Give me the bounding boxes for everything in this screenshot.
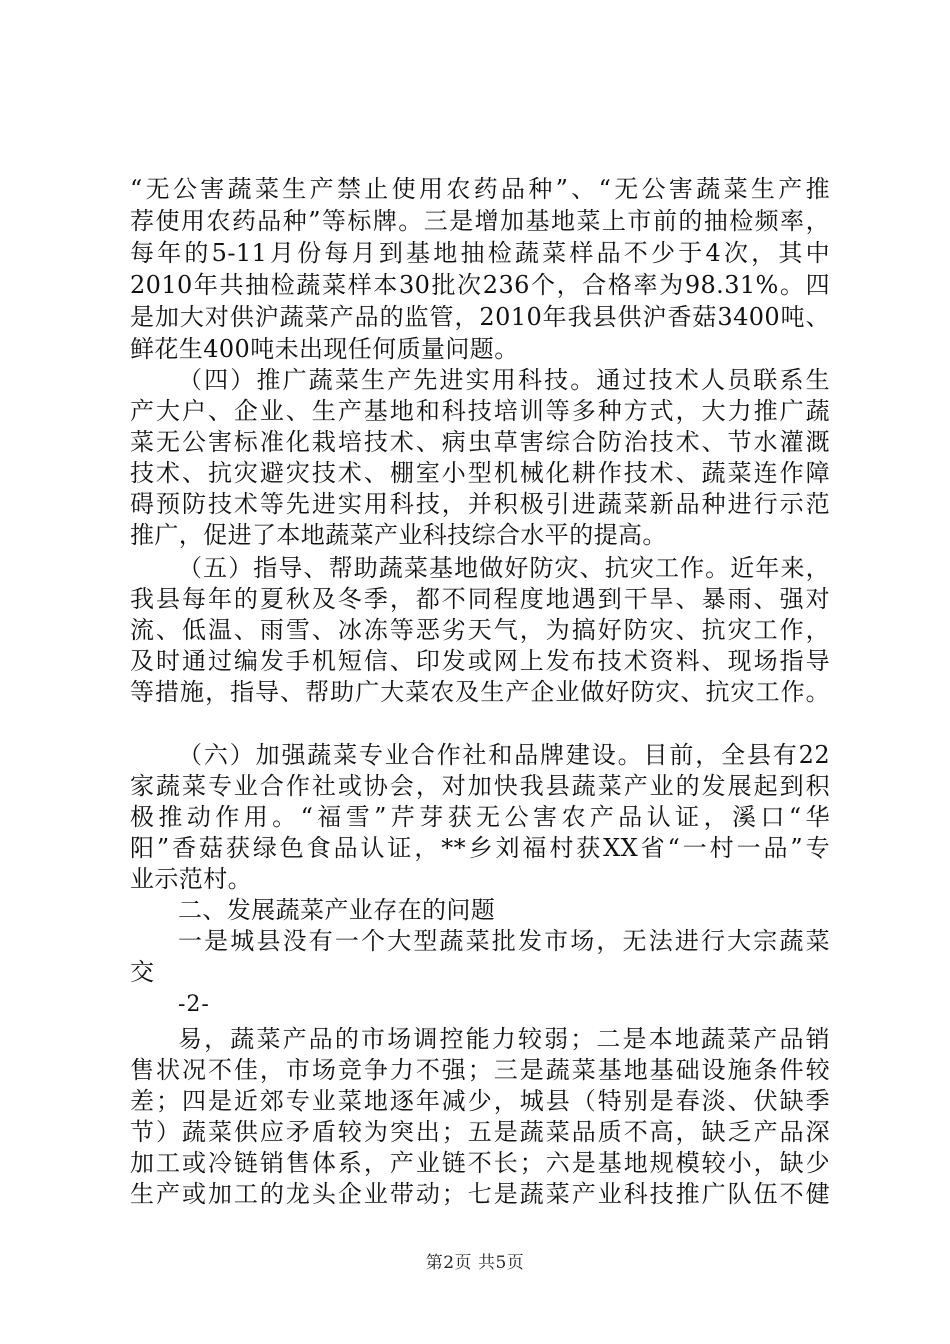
text-line: 推广，促进了本地蔬菜产业科技综合水平的提高。 bbox=[130, 521, 667, 549]
text-line: 生产或加工的龙头企业带动；七是蔬菜产业科技推广队伍不健 bbox=[130, 1180, 830, 1208]
text-line: 鲜花生400吨未出现任何质量问题。 bbox=[130, 335, 519, 363]
text-line: 是加大对供沪蔬菜产品的监管，2010年我县供沪香菇3400吨、 bbox=[130, 303, 830, 331]
section-heading: 二、发展蔬菜产业存在的问题 bbox=[178, 896, 496, 924]
text-line: 阳”香菇获绿色食品认证，**乡刘福村获XX省“一村一品”专 bbox=[130, 834, 830, 862]
page-footer: 第2页 共5页 bbox=[425, 1253, 525, 1273]
text-line: 技术、抗灾避灾技术、棚室小型机械化耕作技术、蔬菜连作障 bbox=[130, 459, 830, 487]
page-number-mark: -2- bbox=[178, 992, 210, 1017]
text-line: 荐使用农药品种”等标牌。三是增加基地菜上市前的抽检频率， bbox=[130, 207, 830, 235]
text-line: 一是城县没有一个大型蔬菜批发市场，无法进行大宗蔬菜 bbox=[178, 927, 830, 955]
section-six-first-line: （六）加强蔬菜专业合作社和品牌建设。目前，全县有22 bbox=[178, 741, 830, 769]
text-line: 我县每年的夏秋及冬季，都不同程度地遇到干旱、暴雨、强对 bbox=[130, 585, 830, 613]
text-line: 等措施，指导、帮助广大菜农及生产企业做好防灾、抗灾工作。 bbox=[130, 678, 830, 706]
text-line: 及时通过编发手机短信、印发或网上发布技术资料、现场指导 bbox=[130, 647, 830, 675]
text-line: 节）蔬菜供应矛盾较为突出；五是蔬菜品质不高，缺乏产品深 bbox=[130, 1118, 830, 1146]
text-line: 家蔬菜专业合作社或协会，对加快我县蔬菜产业的发展起到积 bbox=[130, 772, 830, 800]
section-four-first-line: （四）推广蔬菜生产先进实用科技。通过技术人员联系生 bbox=[178, 366, 830, 394]
section-five-first-line: （五）指导、帮助蔬菜基地做好防灾、抗灾工作。近年来， bbox=[178, 554, 830, 582]
text-line: 差；四是近郊专业菜地逐年减少，城县（特别是春淡、伏缺季 bbox=[130, 1087, 830, 1115]
text-line: 流、低温、雨雪、冰冻等恶劣天气，为搞好防灾、抗灾工作， bbox=[130, 616, 830, 644]
text-line: 2010年共抽检蔬菜样本30批次236个，合格率为98.31%。四 bbox=[130, 271, 830, 299]
text-line: 售状况不佳，市场竞争力不强；三是蔬菜基地基础设施条件较 bbox=[130, 1056, 830, 1084]
text-line: 碍预防技术等先进实用科技，并积极引进蔬菜新品种进行示范 bbox=[130, 490, 830, 518]
text-line: 每年的5-11月份每月到基地抽检蔬菜样品不少于4次，其中 bbox=[130, 239, 830, 267]
text-line: 产大户、企业、生产基地和科技培训等多种方式，大力推广蔬 bbox=[130, 397, 830, 425]
text-line: “无公害蔬菜生产禁止使用农药品种”、“无公害蔬菜生产推 bbox=[130, 175, 830, 203]
text-line: 易，蔬菜产品的市场调控能力较弱；二是本地蔬菜产品销 bbox=[178, 1025, 830, 1053]
text-line: 业示范村。 bbox=[130, 865, 252, 893]
text-line: 菜无公害标准化栽培技术、病虫草害综合防治技术、节水灌溉 bbox=[130, 428, 830, 456]
text-line: 交 bbox=[130, 958, 155, 986]
text-line: 加工或冷链销售体系，产业链不长；六是基地规模较小，缺少 bbox=[130, 1149, 830, 1177]
text-line: 极推动作用。“福雪”芹芽获无公害农产品认证，溪口“华 bbox=[130, 803, 830, 831]
